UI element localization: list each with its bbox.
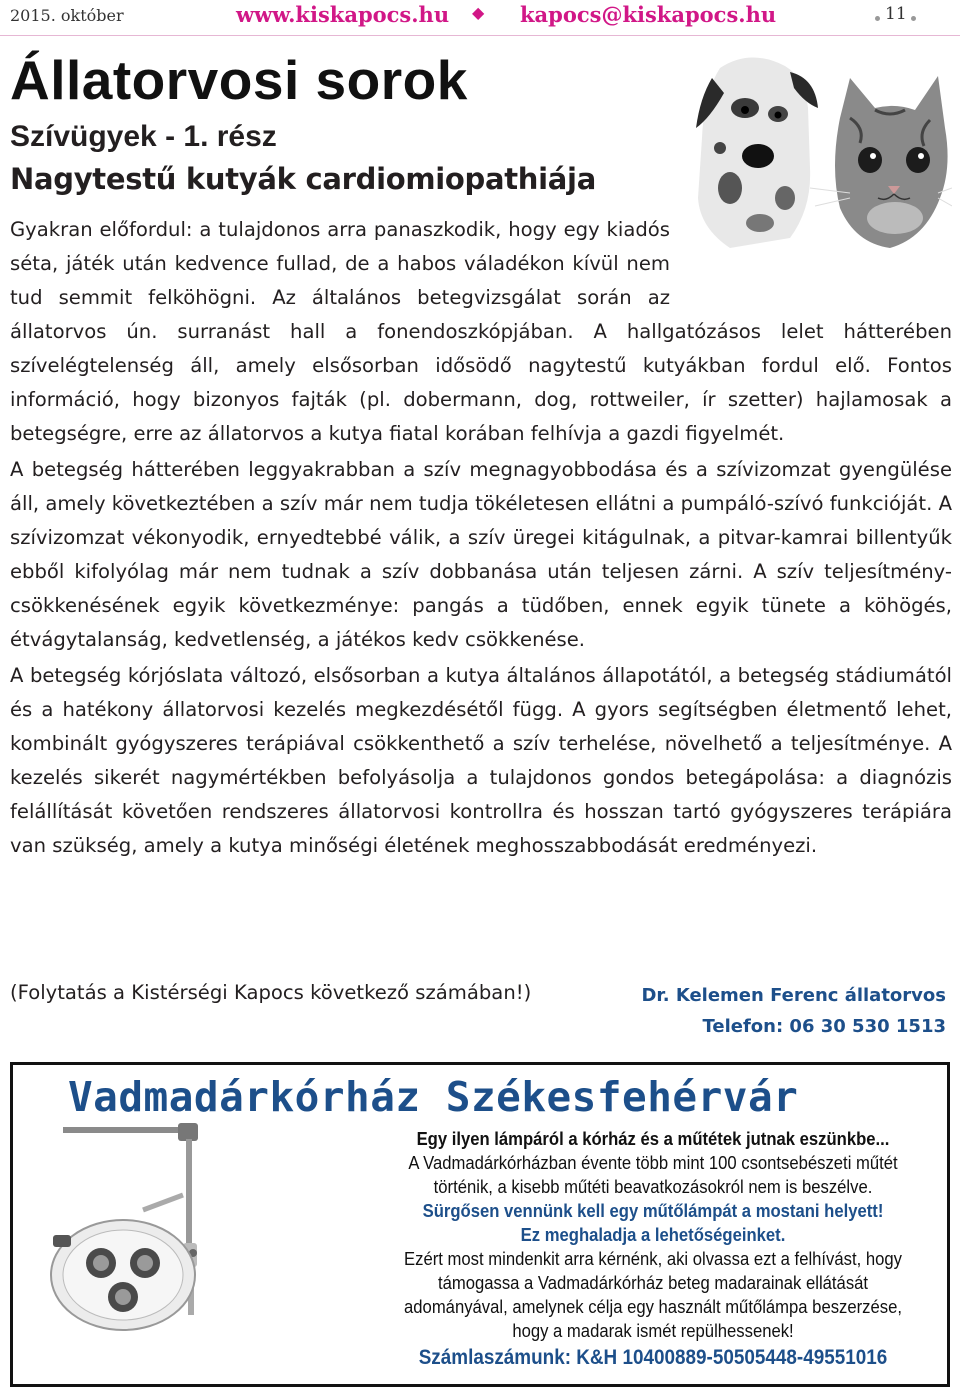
page-header [0, 0, 960, 36]
email-link[interactable]: kapocs@kiskapocs.hu [520, 2, 777, 27]
author-phone: Telefon: 06 30 530 1513 [702, 1016, 946, 1037]
continuation-note: (Folytatás a Kistérségi Kapocs következő számában!) [10, 981, 532, 1004]
hospital-advertisement [10, 1062, 950, 1387]
bank-account: Számlaszámunk: K&H 10400889-50505448-49551016 [418, 1346, 888, 1369]
ad-line: támogassa a Vadmadárkórház beteg madarainak ellátását [437, 1272, 869, 1293]
page-number: 11 [885, 4, 907, 24]
ad-line: történik, a kisebb műtéti beavatkozásokról nem is beszélve. [433, 1176, 873, 1197]
diamond-icon: ◆ [472, 3, 485, 22]
section-title: Állatorvosi sorok [10, 49, 468, 111]
header-divider [0, 35, 960, 36]
article-paragraph: A betegség hátterében leggyakrabban a szív megnagyobbodása és a szívizomzat gyengülése áll, amely következtében a szív már nem tudja tökéletesen ellátni a pumpáló-szívó funkcióját. A szívizomzat vékonyodik, ernyedtebbé válik, a szív üregei kitágulnak, a pitvar-kamrai billentyűk ebből kifolyólag már nem tudnak a szív dobbanása után teljesen zárni. A szív teljesítmény-csökkenésének egyik következménye: pangás a tüdőben, ennek egyik tünete a köhögés, étvágytalanság, kedvetlenség, a játékos kedv csökkenése. [10, 458, 952, 651]
article-paragraph: A betegség kórjóslata változó, elsősorban a kutya általános állapotától, a betegség stádiumától és a hatékony állatorvosi kezelés megkezdésétől függ. A gyors segítségben életmentő lehet, kombinált gyógyszeres terápiával csökkenthető a szív terhelése, növelhető a teljesítménye. A kezelés sikerét nagymértékben befolyásolja a tulajdonos gondos betegápolása: a diagnózis felállítását követően rendszeres állatorvosi kontrollra és hosszan tartó gyógyszeres terápiára van szükség, amely a kutya minőségi életének meghosszabbodását eredményezi. [10, 664, 952, 857]
article-paragraph: Gyakran előfordul: a tulajdonos arra panaszkodik, hogy egy kiadós séta, játék után kedvence fullad, de a habos váladékon kívül nem tud semmit felköhögni. Az általános betegvizsgálat során az állatorvos ún. surranást hall a fonendoszkópjában. A hallgatózásos lelet hátterében szívelégtelenség áll, amely elsősorban idősödő nagytestű kutyákban fordul elő. Fontos információ, hogy bizonyos fajták (pl. dobermann, dog, rottweiler, ír szetter) hajlamosak a betegségre, erre az állatorvos a kutya fiatal korában felhívja a gazdi figyelmét. [10, 218, 952, 445]
article-body [10, 213, 952, 863]
website-link[interactable]: www.kiskapocs.hu [236, 2, 450, 27]
issue-date: 2015. október [10, 6, 124, 25]
surgical-lamp-photo [43, 1115, 373, 1375]
dot-icon [911, 16, 916, 21]
ad-line: Egy ilyen lámpáról a kórház és a műtétek jutnak eszünkbe... [416, 1128, 890, 1149]
ad-line: Ez meghaladja a lehetőségeinket. [520, 1224, 786, 1245]
ad-text [397, 1127, 910, 1370]
ad-line: hogy a madarak ismét repülhessenek! [512, 1320, 794, 1341]
dot-icon [875, 16, 880, 21]
article-heading: Nagytestű kutyák cardiomiopathiája [10, 162, 596, 196]
author-name: Dr. Kelemen Ferenc állatorvos [641, 985, 946, 1006]
ad-line: A Vadmadárkórházban évente több mint 100 csontsebészeti műtét [408, 1152, 898, 1173]
ad-title: Vadmadárkórház Székesfehérvár [68, 1073, 799, 1121]
ad-line: Sürgősen vennünk kell egy műtőlámpát a mostani helyett! [422, 1200, 884, 1221]
ad-line: Ezért most mindenkit arra kérnénk, aki olvassa ezt a felhívást, hogy [404, 1248, 902, 1269]
article-subtitle: Szívügyek - 1. rész [10, 120, 277, 153]
ad-line: adományával, amelynek célja egy használt műtőlámpa beszerzése, [404, 1296, 902, 1317]
